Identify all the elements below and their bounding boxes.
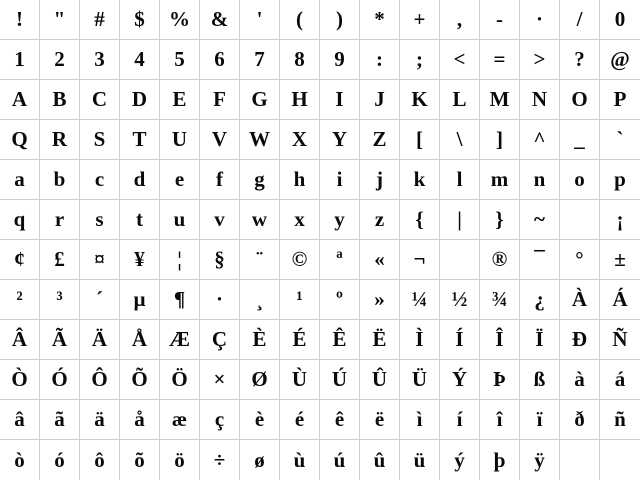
glyph-cell[interactable]: ò	[0, 440, 40, 480]
glyph-cell[interactable]: Ô	[80, 360, 120, 400]
glyph-cell[interactable]: ×	[200, 360, 240, 400]
glyph-cell[interactable]: ñ	[600, 400, 640, 440]
glyph-cell[interactable]: Þ	[480, 360, 520, 400]
glyph-cell[interactable]: P	[600, 80, 640, 120]
glyph-cell[interactable]: ½	[440, 280, 480, 320]
glyph-cell[interactable]: ¡	[600, 200, 640, 240]
glyph-cell[interactable]: J	[360, 80, 400, 120]
glyph-cell[interactable]: 8	[280, 40, 320, 80]
glyph-cell[interactable]: #	[80, 0, 120, 40]
glyph-cell[interactable]: [	[400, 120, 440, 160]
glyph-cell[interactable]: n	[520, 160, 560, 200]
glyph-cell[interactable]: "	[40, 0, 80, 40]
glyph-cell[interactable]: ¦	[160, 240, 200, 280]
glyph-cell[interactable]: ³	[40, 280, 80, 320]
glyph-cell[interactable]: M	[480, 80, 520, 120]
glyph-cell[interactable]: Ü	[400, 360, 440, 400]
glyph-cell[interactable]	[440, 240, 480, 280]
glyph-cell[interactable]: £	[40, 240, 80, 280]
glyph-cell[interactable]: c	[80, 160, 120, 200]
glyph-cell[interactable]: Ú	[320, 360, 360, 400]
glyph-cell[interactable]: 6	[200, 40, 240, 80]
glyph-cell[interactable]: °	[560, 240, 600, 280]
glyph-cell[interactable]: $	[120, 0, 160, 40]
glyph-cell[interactable]: º	[320, 280, 360, 320]
glyph-cell[interactable]: (	[280, 0, 320, 40]
glyph-cell[interactable]: É	[280, 320, 320, 360]
glyph-cell[interactable]: `	[600, 120, 640, 160]
glyph-cell[interactable]: ô	[80, 440, 120, 480]
glyph-cell[interactable]: ê	[320, 400, 360, 440]
glyph-cell[interactable]: D	[120, 80, 160, 120]
glyph-cell[interactable]: B	[40, 80, 80, 120]
glyph-cell[interactable]: ·	[200, 280, 240, 320]
glyph-cell[interactable]: +	[400, 0, 440, 40]
glyph-cell[interactable]: V	[200, 120, 240, 160]
glyph-cell[interactable]: ü	[400, 440, 440, 480]
glyph-cell[interactable]: u	[160, 200, 200, 240]
glyph-cell[interactable]: ß	[520, 360, 560, 400]
glyph-cell[interactable]: Y	[320, 120, 360, 160]
glyph-cell[interactable]: j	[360, 160, 400, 200]
glyph-cell[interactable]: i	[320, 160, 360, 200]
glyph-cell[interactable]: Û	[360, 360, 400, 400]
glyph-cell[interactable]: >	[520, 40, 560, 80]
glyph-cell[interactable]: Ý	[440, 360, 480, 400]
glyph-cell[interactable]: Ä	[80, 320, 120, 360]
glyph-cell[interactable]: \	[440, 120, 480, 160]
glyph-cell[interactable]: L	[440, 80, 480, 120]
glyph-cell[interactable]: Å	[120, 320, 160, 360]
glyph-cell[interactable]: ö	[160, 440, 200, 480]
glyph-cell[interactable]: ä	[80, 400, 120, 440]
glyph-cell[interactable]: ^	[520, 120, 560, 160]
glyph-cell[interactable]: ¾	[480, 280, 520, 320]
glyph-cell[interactable]: ;	[400, 40, 440, 80]
glyph-cell[interactable]: é	[280, 400, 320, 440]
glyph-cell[interactable]: Ò	[0, 360, 40, 400]
glyph-cell[interactable]: ¿	[520, 280, 560, 320]
glyph-cell[interactable]: S	[80, 120, 120, 160]
glyph-cell[interactable]: G	[240, 80, 280, 120]
glyph-cell[interactable]: ç	[200, 400, 240, 440]
glyph-cell[interactable]: Ù	[280, 360, 320, 400]
glyph-cell[interactable]: I	[320, 80, 360, 120]
glyph-cell[interactable]: Ï	[520, 320, 560, 360]
glyph-cell[interactable]: æ	[160, 400, 200, 440]
glyph-cell[interactable]: o	[560, 160, 600, 200]
glyph-cell[interactable]: p	[600, 160, 640, 200]
glyph-cell[interactable]: W	[240, 120, 280, 160]
glyph-cell[interactable]: ·	[520, 0, 560, 40]
glyph-cell[interactable]: x	[280, 200, 320, 240]
glyph-cell[interactable]: Q	[0, 120, 40, 160]
glyph-cell[interactable]: ÷	[200, 440, 240, 480]
glyph-cell[interactable]: 4	[120, 40, 160, 80]
glyph-cell[interactable]: ð	[560, 400, 600, 440]
glyph-cell[interactable]: Ð	[560, 320, 600, 360]
glyph-cell[interactable]: E	[160, 80, 200, 120]
glyph-cell[interactable]: v	[200, 200, 240, 240]
glyph-cell[interactable]: ¯	[520, 240, 560, 280]
glyph-cell[interactable]: â	[0, 400, 40, 440]
glyph-cell[interactable]: l	[440, 160, 480, 200]
glyph-cell[interactable]: N	[520, 80, 560, 120]
glyph-cell[interactable]: ù	[280, 440, 320, 480]
glyph-cell[interactable]: Ã	[40, 320, 80, 360]
glyph-cell[interactable]: s	[80, 200, 120, 240]
glyph-cell[interactable]: þ	[480, 440, 520, 480]
glyph-cell[interactable]	[560, 200, 600, 240]
glyph-cell[interactable]: Â	[0, 320, 40, 360]
glyph-cell[interactable]: ¨	[240, 240, 280, 280]
glyph-cell[interactable]: Á	[600, 280, 640, 320]
glyph-cell[interactable]: 7	[240, 40, 280, 80]
glyph-cell[interactable]: O	[560, 80, 600, 120]
glyph-cell[interactable]: C	[80, 80, 120, 120]
glyph-cell[interactable]: ë	[360, 400, 400, 440]
glyph-cell[interactable]: ®	[480, 240, 520, 280]
glyph-cell[interactable]: h	[280, 160, 320, 200]
glyph-cell[interactable]: µ	[120, 280, 160, 320]
glyph-cell[interactable]: )	[320, 0, 360, 40]
glyph-cell[interactable]: Æ	[160, 320, 200, 360]
glyph-cell[interactable]: ó	[40, 440, 80, 480]
glyph-cell[interactable]: /	[560, 0, 600, 40]
glyph-cell[interactable]: À	[560, 280, 600, 320]
glyph-cell[interactable]: {	[400, 200, 440, 240]
glyph-cell[interactable]: T	[120, 120, 160, 160]
glyph-cell[interactable]: Õ	[120, 360, 160, 400]
glyph-cell[interactable]: Ö	[160, 360, 200, 400]
glyph-cell[interactable]: ¢	[0, 240, 40, 280]
glyph-cell[interactable]: |	[440, 200, 480, 240]
glyph-cell[interactable]: ÿ	[520, 440, 560, 480]
glyph-cell[interactable]: ï	[520, 400, 560, 440]
glyph-cell[interactable]: Z	[360, 120, 400, 160]
glyph-cell[interactable]: è	[240, 400, 280, 440]
glyph-cell[interactable]: 2	[40, 40, 80, 80]
glyph-cell[interactable]: Ì	[400, 320, 440, 360]
glyph-cell[interactable]: 1	[0, 40, 40, 80]
glyph-cell[interactable]: í	[440, 400, 480, 440]
glyph-cell[interactable]: y	[320, 200, 360, 240]
glyph-cell[interactable]: Í	[440, 320, 480, 360]
glyph-cell[interactable]: g	[240, 160, 280, 200]
glyph-cell[interactable]: _	[560, 120, 600, 160]
glyph-cell[interactable]: -	[480, 0, 520, 40]
glyph-cell[interactable]: w	[240, 200, 280, 240]
glyph-cell[interactable]: ø	[240, 440, 280, 480]
glyph-cell[interactable]: %	[160, 0, 200, 40]
glyph-cell[interactable]: <	[440, 40, 480, 80]
glyph-cell[interactable]: Î	[480, 320, 520, 360]
glyph-cell[interactable]: =	[480, 40, 520, 80]
glyph-cell[interactable]: ²	[0, 280, 40, 320]
glyph-cell[interactable]: ]	[480, 120, 520, 160]
glyph-cell[interactable]: ¤	[80, 240, 120, 280]
glyph-cell[interactable]	[600, 440, 640, 480]
glyph-cell[interactable]: È	[240, 320, 280, 360]
glyph-cell[interactable]: ¥	[120, 240, 160, 280]
glyph-cell[interactable]: b	[40, 160, 80, 200]
glyph-cell[interactable]: 5	[160, 40, 200, 80]
glyph-cell[interactable]: ~	[520, 200, 560, 240]
glyph-cell[interactable]: §	[200, 240, 240, 280]
glyph-cell[interactable]: m	[480, 160, 520, 200]
glyph-cell[interactable]: @	[600, 40, 640, 80]
glyph-cell[interactable]: Ó	[40, 360, 80, 400]
glyph-cell[interactable]: Ñ	[600, 320, 640, 360]
glyph-cell[interactable]: 3	[80, 40, 120, 80]
glyph-cell[interactable]: à	[560, 360, 600, 400]
glyph-cell[interactable]: A	[0, 80, 40, 120]
glyph-cell[interactable]: }	[480, 200, 520, 240]
glyph-cell[interactable]: *	[360, 0, 400, 40]
glyph-cell[interactable]: Ø	[240, 360, 280, 400]
glyph-cell[interactable]: t	[120, 200, 160, 240]
glyph-cell[interactable]: ±	[600, 240, 640, 280]
glyph-cell[interactable]: k	[400, 160, 440, 200]
glyph-cell[interactable]: r	[40, 200, 80, 240]
glyph-cell[interactable]: û	[360, 440, 400, 480]
glyph-cell[interactable]: q	[0, 200, 40, 240]
glyph-cell[interactable]: ¹	[280, 280, 320, 320]
glyph-cell[interactable]: X	[280, 120, 320, 160]
glyph-cell[interactable]: U	[160, 120, 200, 160]
glyph-cell[interactable]: '	[240, 0, 280, 40]
glyph-cell[interactable]: d	[120, 160, 160, 200]
glyph-cell[interactable]: ì	[400, 400, 440, 440]
glyph-cell[interactable]	[560, 440, 600, 480]
glyph-cell[interactable]: ©	[280, 240, 320, 280]
glyph-cell[interactable]: z	[360, 200, 400, 240]
glyph-cell[interactable]: õ	[120, 440, 160, 480]
glyph-cell[interactable]: ª	[320, 240, 360, 280]
glyph-cell[interactable]: ´	[80, 280, 120, 320]
glyph-cell[interactable]: ã	[40, 400, 80, 440]
glyph-cell[interactable]: e	[160, 160, 200, 200]
glyph-cell[interactable]: î	[480, 400, 520, 440]
glyph-cell[interactable]: !	[0, 0, 40, 40]
glyph-cell[interactable]: :	[360, 40, 400, 80]
glyph-cell[interactable]: «	[360, 240, 400, 280]
glyph-cell[interactable]: ý	[440, 440, 480, 480]
glyph-cell[interactable]: Ç	[200, 320, 240, 360]
glyph-cell[interactable]: å	[120, 400, 160, 440]
glyph-cell[interactable]: 9	[320, 40, 360, 80]
glyph-cell[interactable]: »	[360, 280, 400, 320]
glyph-cell[interactable]: &	[200, 0, 240, 40]
glyph-cell[interactable]: f	[200, 160, 240, 200]
glyph-cell[interactable]: ?	[560, 40, 600, 80]
glyph-cell[interactable]: Ë	[360, 320, 400, 360]
glyph-cell[interactable]: F	[200, 80, 240, 120]
glyph-cell[interactable]: ,	[440, 0, 480, 40]
glyph-cell[interactable]: ú	[320, 440, 360, 480]
glyph-cell[interactable]: 0	[600, 0, 640, 40]
glyph-cell[interactable]: á	[600, 360, 640, 400]
glyph-cell[interactable]: ¶	[160, 280, 200, 320]
glyph-cell[interactable]: ¸	[240, 280, 280, 320]
glyph-cell[interactable]: ¼	[400, 280, 440, 320]
glyph-cell[interactable]: a	[0, 160, 40, 200]
glyph-cell[interactable]: ¬	[400, 240, 440, 280]
glyph-cell[interactable]: H	[280, 80, 320, 120]
glyph-cell[interactable]: R	[40, 120, 80, 160]
glyph-cell[interactable]: Ê	[320, 320, 360, 360]
glyph-cell[interactable]: K	[400, 80, 440, 120]
